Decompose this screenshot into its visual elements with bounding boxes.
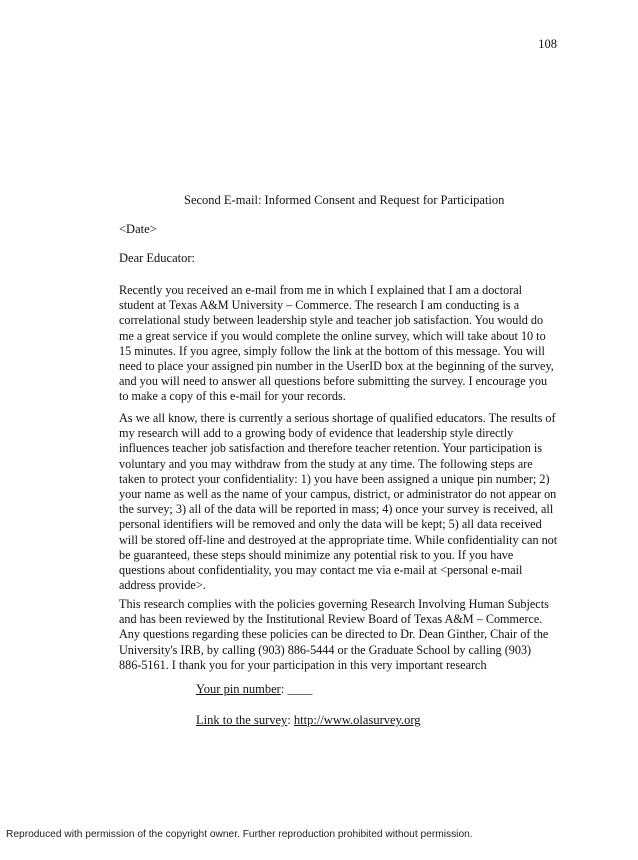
paragraph-irb — [119, 597, 563, 673]
paragraph-line: influences teacher job satisfaction and therefore teacher retention. Your participation is — [119, 441, 543, 456]
paragraph-line: Recently you received an e-mail from me in which I explained that I am a doctoral — [119, 283, 523, 297]
paragraph-line: Any questions regarding these policies can be directed to Dr. Dean Ginther, Chair of the — [119, 627, 549, 642]
paragraph-line: your name as well as the name of your campus, district, or administrator do not appear on — [119, 487, 557, 502]
paragraph-line: questions about confidentiality, you may contact me via e-mail at <personal e-mail — [119, 563, 523, 578]
paragraph-line: me a great service if you would complete the online survey, which will take about 10 to — [119, 328, 546, 343]
paragraph-line: 886-5161. I thank you for your participation in this very important research — [119, 657, 487, 672]
paragraph-line: 15 minutes. If you agree, simply follow the link at the bottom of this message. You will — [119, 343, 545, 358]
survey-link-field — [196, 713, 421, 728]
document-title: Second E-mail: Informed Consent and Request for Participation — [184, 193, 505, 207]
paragraph-line: and has been reviewed by the Institutional Review Board of Texas A&M – Commerce. — [119, 612, 543, 627]
page-number: 108 — [538, 37, 557, 51]
copyright-footer: Reproduced with permission of the copyright owner. Further reproduction prohibited without permission. — [6, 829, 473, 840]
paragraph-line: student at Texas A&M University – Commerce. The research I am conducting is a — [119, 298, 520, 313]
paragraph-line: correlational study between leadership style and teacher job satisfaction. You would do — [119, 313, 544, 328]
paragraph-intro — [119, 283, 563, 405]
paragraph-line: taken to protect your confidentiality: 1) you have been assigned a unique pin number; 2) — [119, 471, 550, 486]
paragraph-line: This research complies with the policies governing Research Involving Human Subjects — [119, 597, 549, 611]
paragraph-line: need to place your assigned pin number in the UserID box at the beginning of the survey, — [119, 359, 554, 374]
paragraph-line: the survey; 3) all of the data will be reported in mass; 4) once your survey is received, all — [119, 502, 554, 517]
pin-number-value: ____ — [287, 682, 313, 696]
paragraph-line: will be stored off-line and destroyed at the appropriate time. While confidentiality can not — [119, 532, 558, 547]
paragraph-confidentiality — [119, 411, 563, 593]
paragraph-line: voluntary and you may withdraw from the study at any time. The following steps are — [119, 456, 533, 471]
survey-link[interactable]: http://www.olasurvey.org — [293, 713, 421, 727]
paragraph-line: to make a copy of this e-mail for your records. — [119, 389, 346, 404]
pin-number-field — [196, 682, 312, 697]
paragraph-line: personal identifiers will be removed and only the data will be kept; 5) all data received — [119, 517, 542, 532]
salutation: Dear Educator: — [119, 251, 196, 265]
pin-number-label: Your pin number — [196, 682, 281, 696]
paragraph-line: be guaranteed, these steps should minimize any potential risk to you. If you have — [119, 547, 514, 562]
paragraph-line: As we all know, there is currently a serious shortage of qualified educators. The results of — [119, 411, 556, 425]
paragraph-line: and you will need to answer all questions before submitting the survey. I encourage you — [119, 374, 548, 389]
date-placeholder: <Date> — [119, 222, 157, 236]
survey-link-label: Link to the survey — [196, 713, 288, 727]
paragraph-line: my research will add to a growing body of evidence that leadership style directly — [119, 426, 514, 441]
survey-link-separator: : — [287, 713, 294, 727]
paragraph-line: address provide>. — [119, 578, 206, 593]
paragraph-line: University's IRB, by calling (903) 886-5444 or the Graduate School by calling (903) — [119, 642, 532, 657]
pin-number-separator: : — [280, 682, 288, 696]
